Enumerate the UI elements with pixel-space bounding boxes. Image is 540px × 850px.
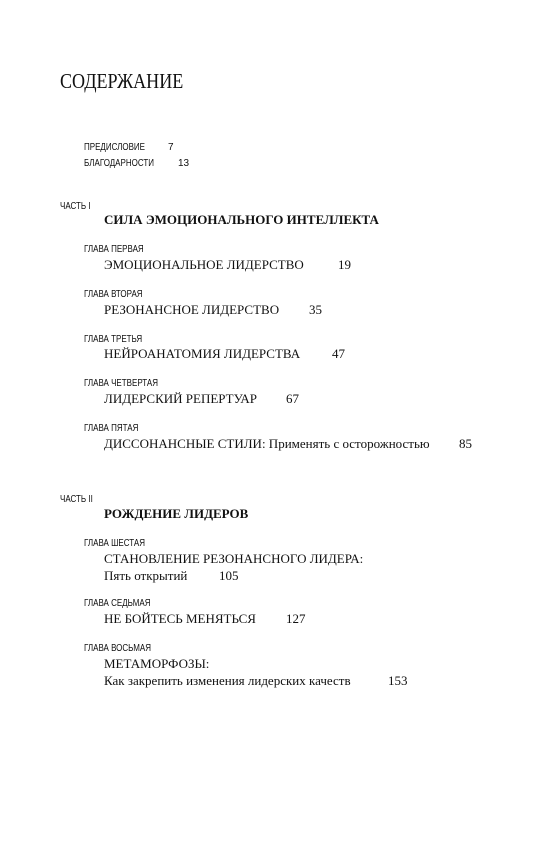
toc-entry-preface-label[interactable]: ПРЕДИСЛОВИЕ (84, 142, 145, 153)
chapter-8-label: ГЛАВА ВОСЬМАЯ (84, 643, 152, 654)
part-1-label: ЧАСТЬ I (60, 201, 91, 212)
chapter-7-title[interactable]: НЕ БОЙТЕСЬ МЕНЯТЬСЯ (104, 611, 256, 626)
part-2-label: ЧАСТЬ II (60, 494, 93, 505)
chapter-3-title[interactable]: НЕЙРОАНАТОМИЯ ЛИДЕРСТВА (104, 346, 301, 361)
chapter-8-title[interactable]: МЕТАМОРФОЗЫ: (104, 656, 210, 671)
chapter-5-title[interactable]: ДИССОНАНСНЫЕ СТИЛИ: Применять с осторожностью (104, 436, 430, 451)
chapter-4-title[interactable]: ЛИДЕРСКИЙ РЕПЕРТУАР (104, 391, 257, 406)
chapter-7-page: 127 (286, 611, 306, 626)
chapter-3-label: ГЛАВА ТРЕТЬЯ (84, 334, 143, 345)
chapter-2-label: ГЛАВА ВТОРАЯ (84, 289, 143, 300)
chapter-2-title[interactable]: РЕЗОНАНСНОЕ ЛИДЕРСТВО (104, 302, 280, 317)
chapter-6-title[interactable]: СТАНОВЛЕНИЕ РЕЗОНАНСНОГО ЛИДЕРА: (104, 551, 364, 566)
chapter-2-page: 35 (309, 302, 322, 317)
part-2-title[interactable]: РОЖДЕНИЕ ЛИДЕРОВ (104, 506, 249, 521)
chapter-8-page: 153 (388, 673, 408, 688)
toc-entry-acknowledgements-label[interactable]: БЛАГОДАРНОСТИ (84, 158, 155, 169)
toc-entry-preface-page: 7 (168, 142, 174, 153)
part-1-title[interactable]: СИЛА ЭМОЦИОНАЛЬНОГО ИНТЕЛЛЕКТА (104, 212, 379, 227)
chapter-1-title[interactable]: ЭМОЦИОНАЛЬНОЕ ЛИДЕРСТВО (104, 257, 304, 272)
chapter-6-label: ГЛАВА ШЕСТАЯ (84, 538, 146, 549)
chapter-5-label: ГЛАВА ПЯТАЯ (84, 423, 139, 434)
chapter-8-subtitle[interactable]: Как закрепить изменения лидерских качеств (104, 673, 351, 688)
chapter-4-page: 67 (286, 391, 299, 406)
page-title: СОДЕРЖАНИЕ (60, 69, 184, 93)
chapter-7-label: ГЛАВА СЕДЬМАЯ (84, 598, 151, 609)
toc-entry-acknowledgements-page: 13 (178, 158, 190, 169)
chapter-1-label: ГЛАВА ПЕРВАЯ (84, 244, 144, 255)
chapter-6-page: 105 (219, 568, 239, 583)
chapter-3-page: 47 (332, 346, 345, 361)
chapter-4-label: ГЛАВА ЧЕТВЕРТАЯ (84, 378, 159, 389)
chapter-5-page: 85 (459, 436, 472, 451)
chapter-1-page: 19 (338, 257, 351, 272)
chapter-6-subtitle[interactable]: Пять открытий (104, 568, 188, 583)
